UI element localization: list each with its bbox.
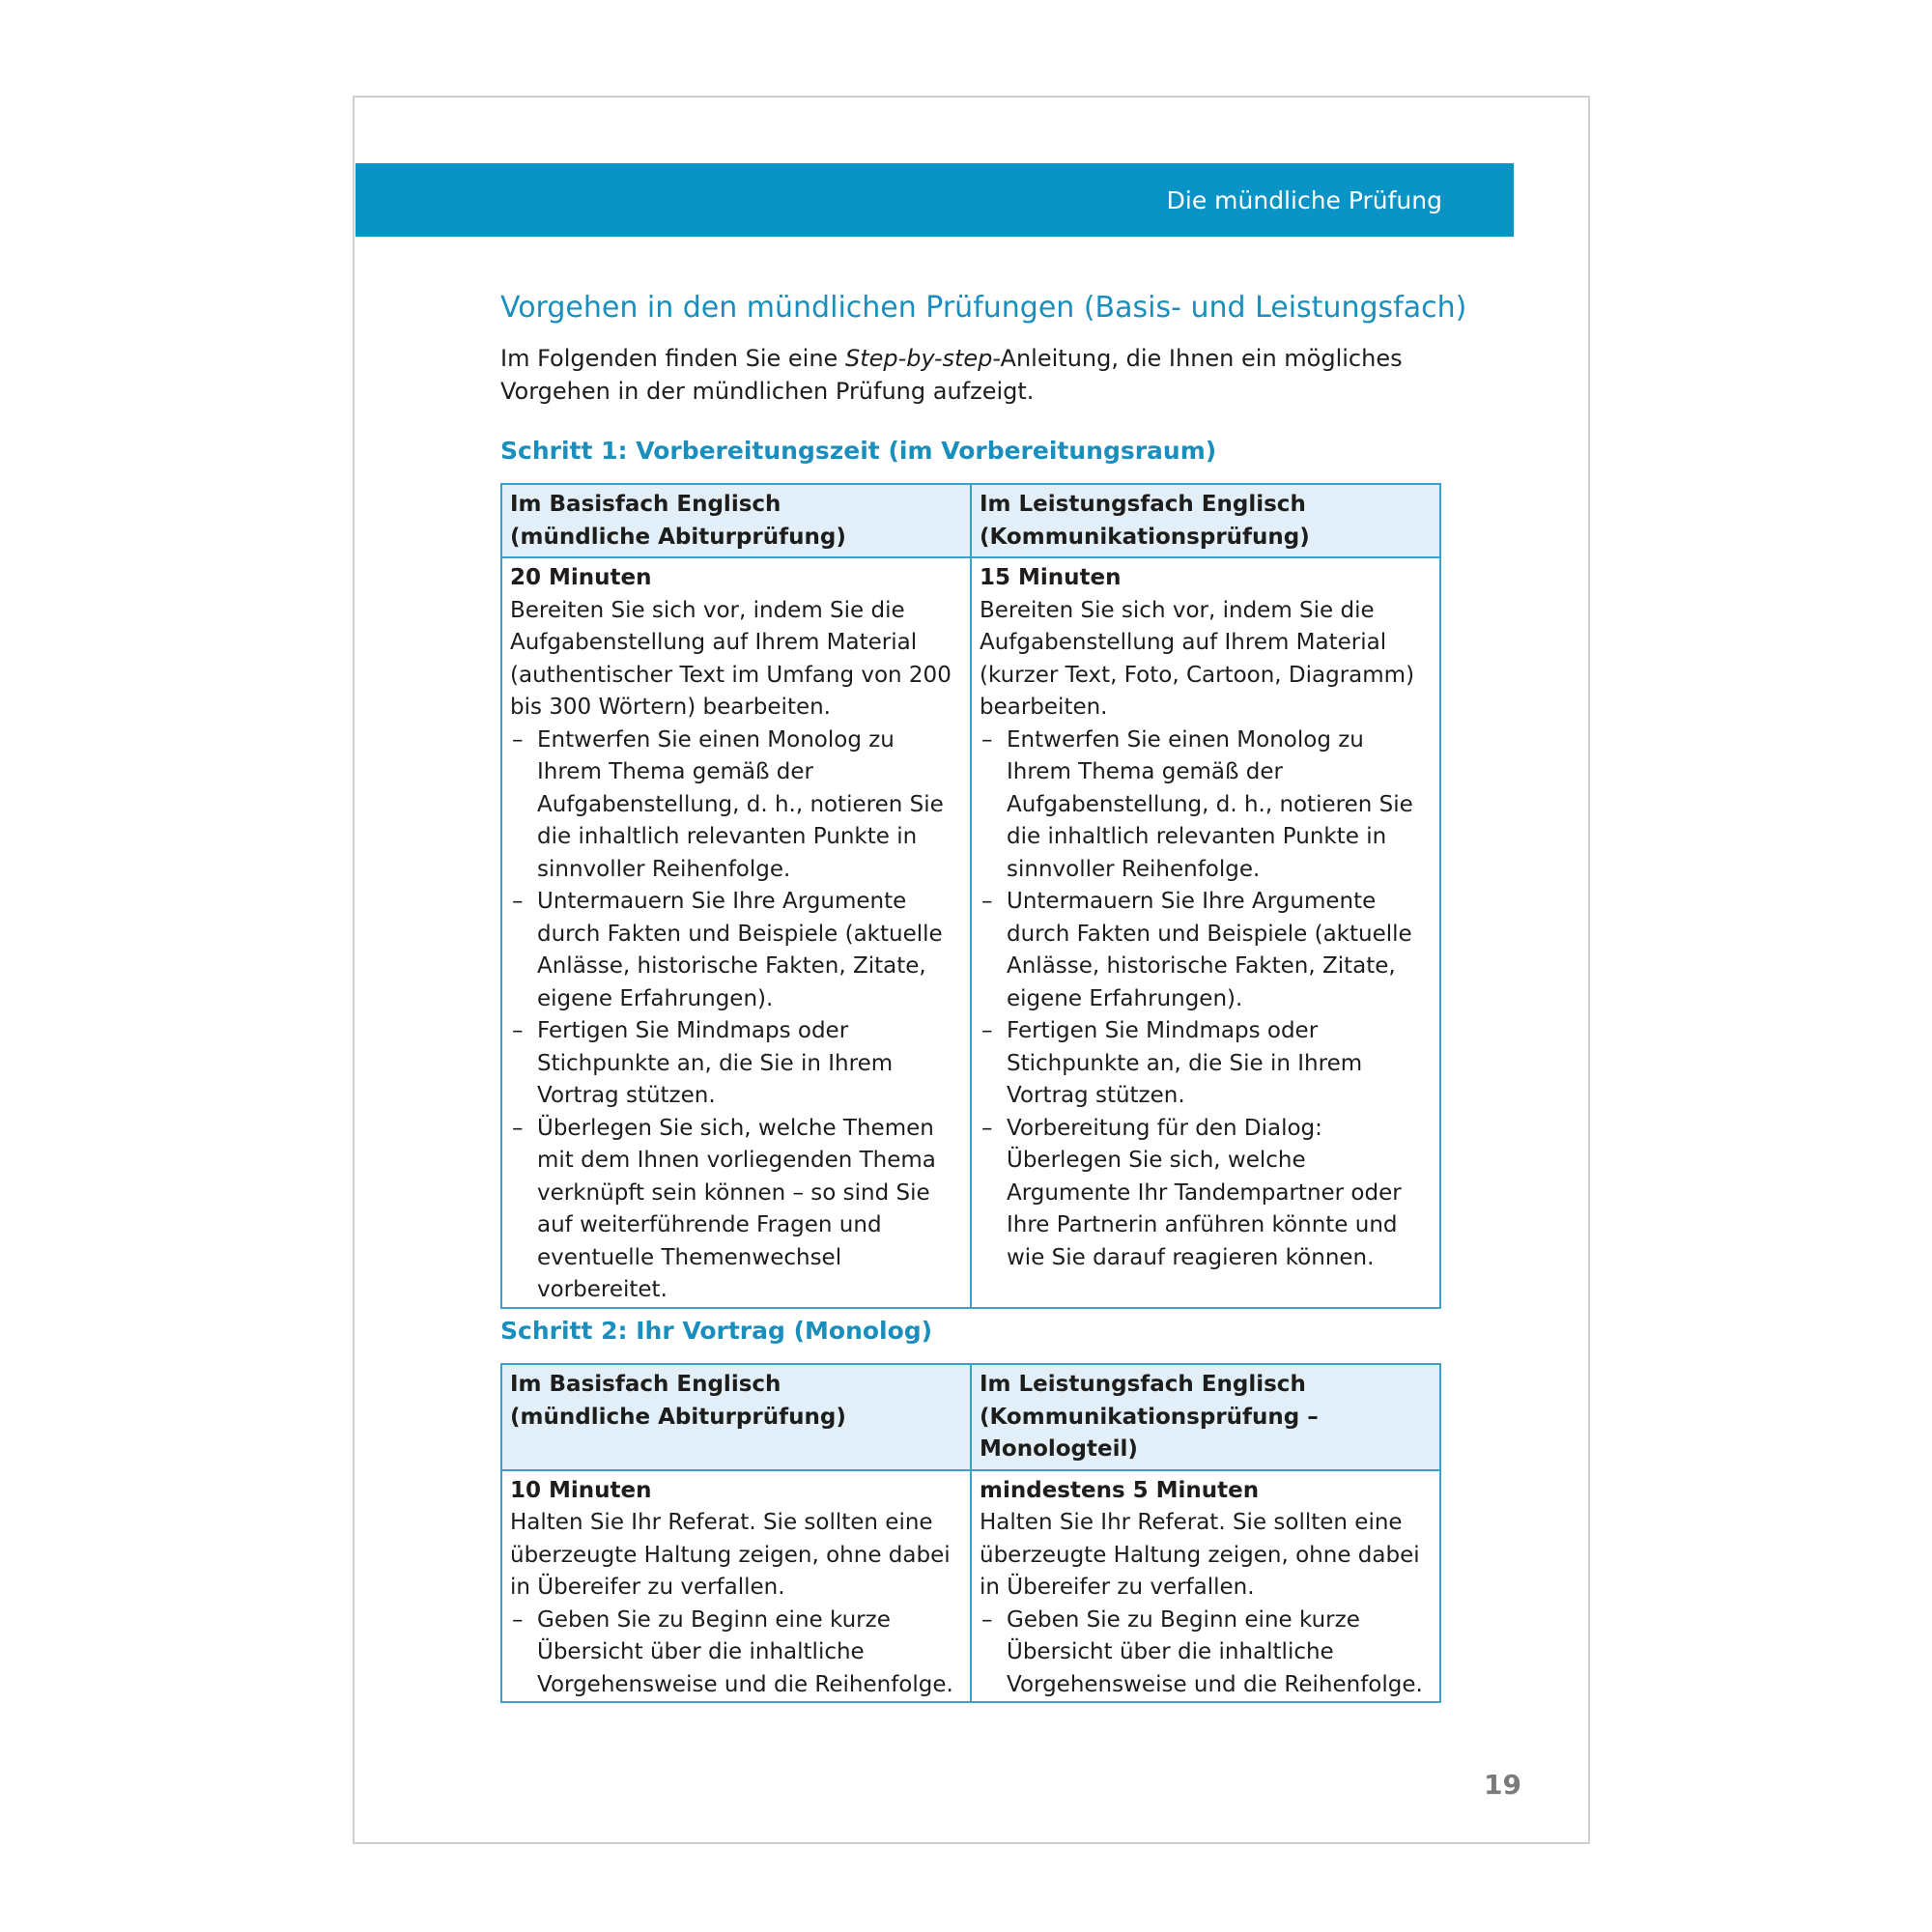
intro-text-after: -Anleitung, die Ihnen ein mögliches Vorgehen in der mündlichen Prüfung aufzeigt. (500, 345, 1403, 405)
step1-leistung-header-line1: Im Leistungsfach Englisch (980, 492, 1306, 517)
table-body-row (501, 1470, 1440, 1703)
step2-table (500, 1363, 1441, 1703)
intro-emphasis: Step-by-step (844, 345, 993, 372)
step1-leistung-header-line2: (Kommunikationsprüfung) (980, 524, 1310, 550)
step1-basis-list (510, 724, 962, 1307)
list-item: – Fertigen Sie Mindmaps oder Stichpunkte an, die Sie in Ihrem Vortrag stützen. (510, 1015, 962, 1113)
step1-table (500, 483, 1441, 1309)
step1-basis-duration: 20 Minuten (510, 565, 652, 590)
list-item: – Entwerfen Sie einen Monolog zu Ihrem Thema gemäß der Aufgabenstellung, d. h., notieren Sie die inhaltlich relevanten Punkte in sinnvoller Reihenfolge. (510, 724, 962, 887)
step2-leistung-header: Im Leistungsfach Englisch (Kommunikationsprüfung – Monologteil) (971, 1364, 1440, 1470)
list-item: – Überlegen Sie sich, welche Themen mit dem Ihnen vorliegenden Thema verknüpft sein können – so sind Sie auf weiterführende Fragen und eventuelle Themenwechsel vorbereitet. (510, 1113, 962, 1307)
section-title: Die mündliche Prüfung (1166, 185, 1442, 214)
list-item: – Geben Sie zu Beginn eine kurze Übersicht über die inhaltliche Vorgehensweise und die Reihenfolge. (510, 1605, 962, 1702)
step1-basis-header (501, 484, 971, 557)
page-number: 19 (1484, 1769, 1521, 1801)
step2-basis-header (501, 1364, 971, 1470)
intro-text-before: Im Folgenden finden Sie eine (500, 345, 845, 372)
step2-basis-header-line1: Im Basisfach Englisch (510, 1372, 781, 1397)
step1-leistung-duration: 15 Minuten (980, 565, 1122, 590)
step2-basis-list (510, 1605, 962, 1702)
main-title: Vorgehen in den mündlichen Prüfungen (Basis- und Leistungsfach) (500, 291, 1467, 325)
list-item: – Vorbereitung für den Dialog: Überlegen Sie sich, welche Argumente Ihr Tandempartner oder Ihre Partnerin anführen könnte und wie Sie darauf reagieren können. (980, 1113, 1432, 1275)
table-header-row (501, 1364, 1440, 1470)
step2-leistung-cell (971, 1470, 1440, 1703)
step2-basis-duration: 10 Minuten (510, 1477, 652, 1503)
step1-leistung-header (971, 484, 1440, 557)
step1-basis-text: Bereiten Sie sich vor, indem Sie die Aufgabenstellung auf Ihrem Material (authentischer Text im Umfang von 200 bis 300 Wörtern) bearbeiten. (510, 597, 952, 720)
list-item: – Untermauern Sie Ihre Argumente durch Fakten und Beispiele (aktuelle Anlässe, historische Fakten, Zitate, eigene Erfahrungen). (510, 886, 962, 1015)
step2-leistung-text: Halten Sie Ihr Referat. Sie sollten eine überzeugte Haltung zeigen, ohne dabei in Übereifer zu verfallen. (980, 1510, 1420, 1600)
step2-basis-cell (501, 1470, 971, 1703)
step1-title: Schritt 1: Vorbereitungszeit (im Vorbereitungsraum) (500, 437, 1217, 465)
step1-leistung-list (980, 724, 1432, 1275)
list-item: – Fertigen Sie Mindmaps oder Stichpunkte an, die Sie in Ihrem Vortrag stützen. (980, 1015, 1432, 1113)
step1-basis-header-line1: Im Basisfach Englisch (510, 492, 781, 517)
step1-basis-header-line2: (mündliche Abiturprüfung) (510, 524, 846, 550)
intro-paragraph (500, 342, 1452, 408)
step1-leistung-cell (971, 557, 1440, 1308)
list-item: – Entwerfen Sie einen Monolog zu Ihrem Thema gemäß der Aufgabenstellung, d. h., notieren Sie die inhaltlich relevanten Punkte in sinnvoller Reihenfolge. (980, 724, 1432, 887)
step2-basis-text: Halten Sie Ihr Referat. Sie sollten eine überzeugte Haltung zeigen, ohne dabei in Übereifer zu verfallen. (510, 1510, 951, 1600)
table-body-row (501, 557, 1440, 1308)
step1-basis-cell (501, 557, 971, 1308)
section-header-band (355, 163, 1514, 237)
table-header-row (501, 484, 1440, 557)
list-item: – Geben Sie zu Beginn eine kurze Übersicht über die inhaltliche Vorgehensweise und die Reihenfolge. (980, 1605, 1432, 1702)
step2-basis-header-line2: (mündliche Abiturprüfung) (510, 1404, 846, 1430)
list-item: – Untermauern Sie Ihre Argumente durch Fakten und Beispiele (aktuelle Anlässe, historische Fakten, Zitate, eigene Erfahrungen). (980, 886, 1432, 1015)
step2-leistung-list (980, 1605, 1432, 1702)
step2-title: Schritt 2: Ihr Vortrag (Monolog) (500, 1317, 933, 1345)
step1-leistung-text: Bereiten Sie sich vor, indem Sie die Aufgabenstellung auf Ihrem Material (kurzer Text, Foto, Cartoon, Diagramm) bearbeiten. (980, 597, 1415, 720)
step2-leistung-duration: mindestens 5 Minuten (980, 1477, 1260, 1503)
